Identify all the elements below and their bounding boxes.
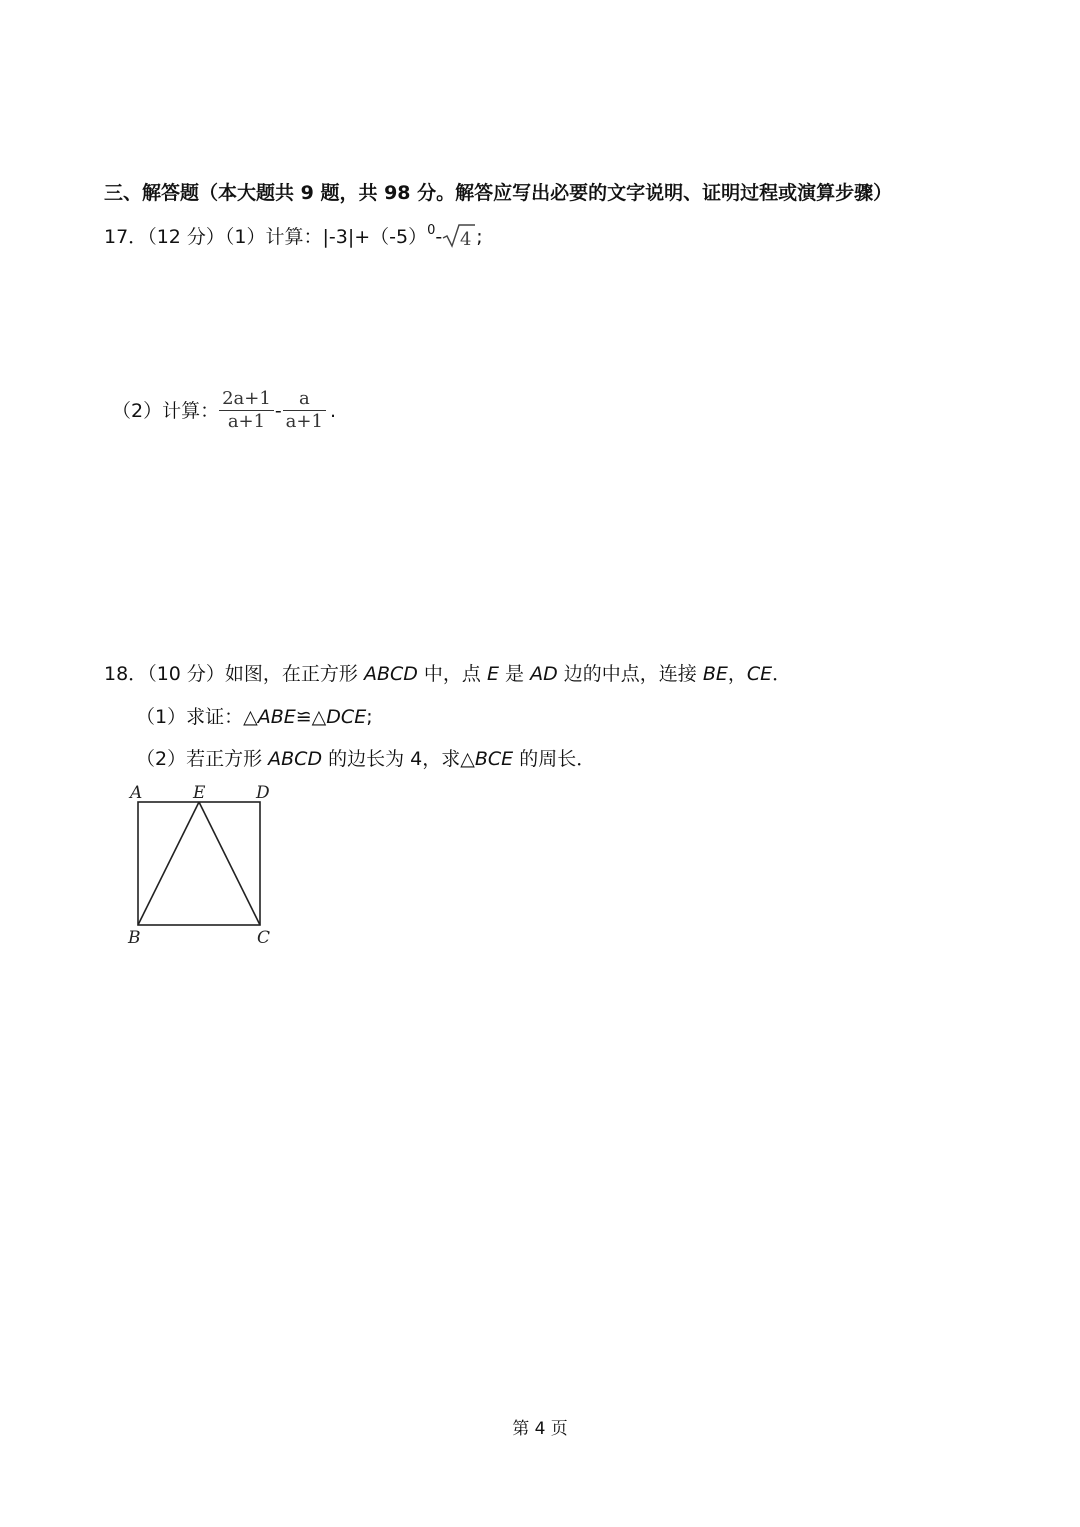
vertex-label-b: B (128, 928, 141, 948)
q18-stem-text: ． (772, 663, 792, 685)
q18-part1-prefix: （1）求证：△ (136, 706, 258, 728)
segment-be (138, 802, 199, 925)
section-heading: 三、解答题（本大题共 9 题，共 98 分。解答应写出必要的文字说明、证明过程或演算步骤） (104, 182, 893, 204)
q18-stem-text: 如图，在正方形 (224, 663, 364, 685)
var-be: BE (702, 663, 728, 685)
q17-points: （12 分） (147, 226, 225, 248)
q17-part2-prefix: （2）计算： (112, 399, 220, 422)
q18-stem-text: ， (727, 663, 747, 685)
fraction-2 (283, 388, 326, 433)
radical-sign-icon (442, 223, 476, 249)
var-dce: DCE (326, 706, 367, 728)
fraction-2-denominator: a+1 (283, 410, 326, 433)
q17-part1-end: ; (476, 226, 483, 248)
var-abe: ABE (257, 706, 296, 728)
q18-points: （10 分） (147, 663, 225, 685)
q17-minus: - (435, 226, 443, 248)
q18-part2-end: 的周长． (513, 748, 596, 770)
vertex-label-d: D (256, 783, 270, 803)
q18-number: 18． (104, 663, 148, 685)
q17-part1-expression: |-3|+（-5） (322, 226, 428, 248)
question-17-part-2 (112, 388, 336, 433)
question-17-part-1 (104, 223, 483, 253)
q17-number: 17． (104, 226, 148, 248)
q18-stem-text: 是 (499, 663, 531, 685)
question-18-part-1 (136, 704, 373, 730)
question-18-stem (104, 661, 791, 687)
q18-stem-text: 中，点 (417, 663, 487, 685)
square-abcd (138, 802, 260, 925)
square-figure (120, 778, 290, 953)
q17-part1-prefix: （1）计算： (224, 226, 323, 248)
page-number: 第 4 页 (512, 1419, 568, 1439)
q17-exponent: 0 (427, 223, 436, 238)
vertex-label-e: E (193, 783, 206, 803)
fraction-1-numerator: 2a+1 (222, 388, 271, 409)
congruent-symbol: ≌△ (295, 706, 327, 728)
segment-ce (199, 802, 260, 925)
var-abcd: ABCD (268, 748, 323, 770)
var-e: E (486, 663, 499, 685)
minus-operator: - (274, 399, 282, 422)
var-ad: AD (530, 663, 558, 685)
q18-part1-end: ; (366, 706, 373, 728)
question-18-part-2 (136, 746, 595, 772)
fraction-1 (219, 388, 274, 433)
vertex-label-c: C (257, 928, 271, 948)
q18-stem-text: 边的中点，连接 (557, 663, 703, 685)
q18-part2-prefix: （2）若正方形 (136, 748, 269, 770)
var-bce: BCE (474, 748, 514, 770)
var-ce: CE (746, 663, 773, 685)
var-abcd: ABCD (363, 663, 418, 685)
vertex-label-a: A (130, 783, 143, 803)
q17-part2-end: . (329, 399, 336, 422)
q18-part2-mid: 的边长为 4，求△ (322, 748, 475, 770)
radicand: 4 (460, 229, 472, 249)
fraction-1-denominator: a+1 (219, 410, 274, 433)
sqrt-symbol (442, 223, 476, 250)
fraction-2-numerator: a (298, 388, 310, 409)
